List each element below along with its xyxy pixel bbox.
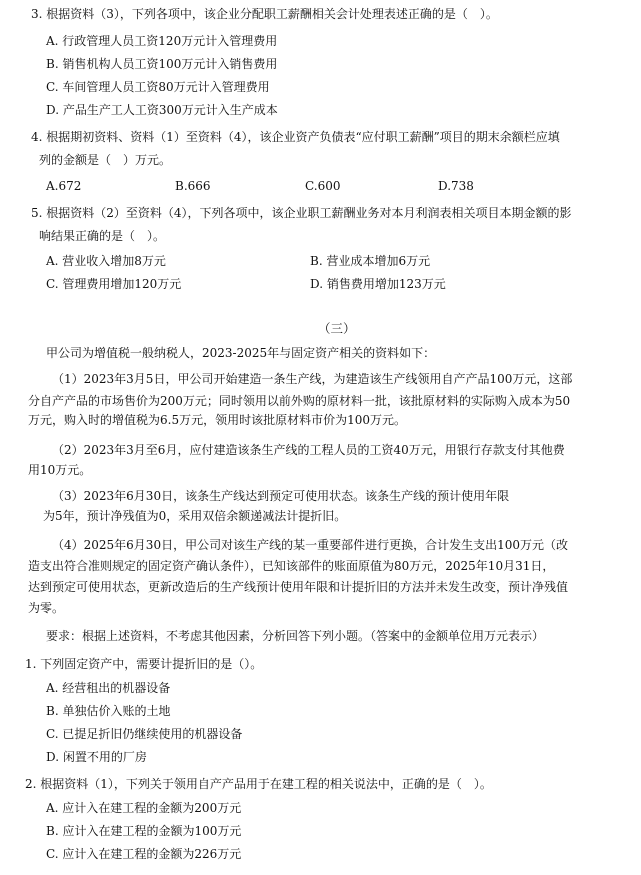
q3-stem: 3. 根据资料（3），下列各项中，该企业分配职工薪酬相关会计处理表述正确的是（ ）。 [31,7,498,21]
q5-stem-line1: 5. 根据资料（2）至资料（4），下列各项中，该企业职工薪酬业务对本月利润表相关项目本期金额的影 [31,206,572,220]
q4-option-d: D.738 [438,179,474,193]
material-4-line4: 为零。 [28,601,65,615]
q4-option-c: C.600 [305,179,341,193]
q5-option-b: B. 营业成本增加6万元 [310,254,431,268]
material-4-line1: （4）2025年6月30日，甲公司对该生产线的某一重要部件进行更换，合计发生支出100万元（改 [52,538,568,552]
material-3-line2: 为5年，预计净残值为0，采用双倍余额递减法计提折旧。 [43,509,347,523]
q5-stem-line2: 响结果正确的是（ ）。 [39,229,166,243]
section-intro: 甲公司为增值税一般纳税人，2023-2025年与固定资产相关的资料如下： [46,346,436,360]
material-2-line1: （2）2023年3月至6月，应付建造该条生产线的工程人员的工资40万元，用银行存款支付其他费 [52,443,565,457]
q4-stem-line1: 4. 根据期初资料、资料（1）至资料（4），该企业资产负债表“应付职工薪酬”项目的期末余额栏应填 [31,130,560,144]
material-2-line2: 用10万元。 [28,463,92,477]
s3q1-option-c: C. 已提足折旧仍继续使用的机器设备 [46,727,243,741]
q4-option-b: B.666 [175,179,211,193]
material-1-line3: 万元，购入时的增值税为6.5万元，领用时该批原材料市价为100万元。 [28,413,406,427]
s3q1-option-a: A. 经营租出的机器设备 [46,681,171,695]
material-1-line2: 分自产产品的市场售价为200万元；同时领用以前外购的原材料一批，该批原材料的实际购入成本为50 [28,394,571,408]
q5-option-c: C. 管理费用增加120万元 [46,277,182,291]
material-4-line3: 达到预定可使用状态，更新改造后的生产线预计使用年限和计提折旧的方法并未发生改变，预计净残值 [28,580,569,594]
s3q2-option-a: A. 应计入在建工程的金额为200万元 [46,801,242,815]
s3q2-option-b: B. 应计入在建工程的金额为100万元 [46,824,242,838]
s3q2-option-c: C. 应计入在建工程的金额为226万元 [46,847,242,861]
material-3-line1: （3）2023年6月30日，该条生产线达到预定可使用状态。该条生产线的预计使用年限 [52,489,510,503]
material-1-line1: （1）2023年3月5日，甲公司开始建造一条生产线，为建造该生产线领用自产产品100万元，这部 [52,372,573,386]
q4-option-a: A.672 [46,179,82,193]
q4-stem-line2: 列的金额是（ ）万元。 [39,153,172,167]
s3q2-stem: 2. 根据资料（1），下列关于领用自产产品用于在建工程的相关说法中，正确的是（ ）。 [25,777,492,791]
q3-option-b: B. 销售机构人员工资100万元计入销售费用 [46,57,278,71]
q5-option-a: A. 营业收入增加8万元 [46,254,166,268]
q3-option-d: D. 产品生产工人工资300万元计入生产成本 [46,103,278,117]
q3-option-a: A. 行政管理人员工资120万元计入管理费用 [46,34,278,48]
q3-option-c: C. 车间管理人员工资80万元计入管理费用 [46,80,270,94]
section-heading: （三） [318,321,356,336]
s3q1-option-d: D. 闲置不用的厂房 [46,750,147,764]
s3q1-stem: 1. 下列固定资产中，需要计提折旧的是（）。 [25,657,263,671]
requirement-text: 要求：根据上述资料，不考虑其他因素，分析回答下列小题。（答案中的金额单位用万元表示） [46,629,545,643]
s3q1-option-b: B. 单独估价入账的土地 [46,704,171,718]
q5-option-d: D. 销售费用增加123万元 [310,277,446,291]
material-4-line2: 造支出符合准则规定的固定资产确认条件），已知该部件的账面原值为80万元，2025年10月31日， [28,559,555,573]
